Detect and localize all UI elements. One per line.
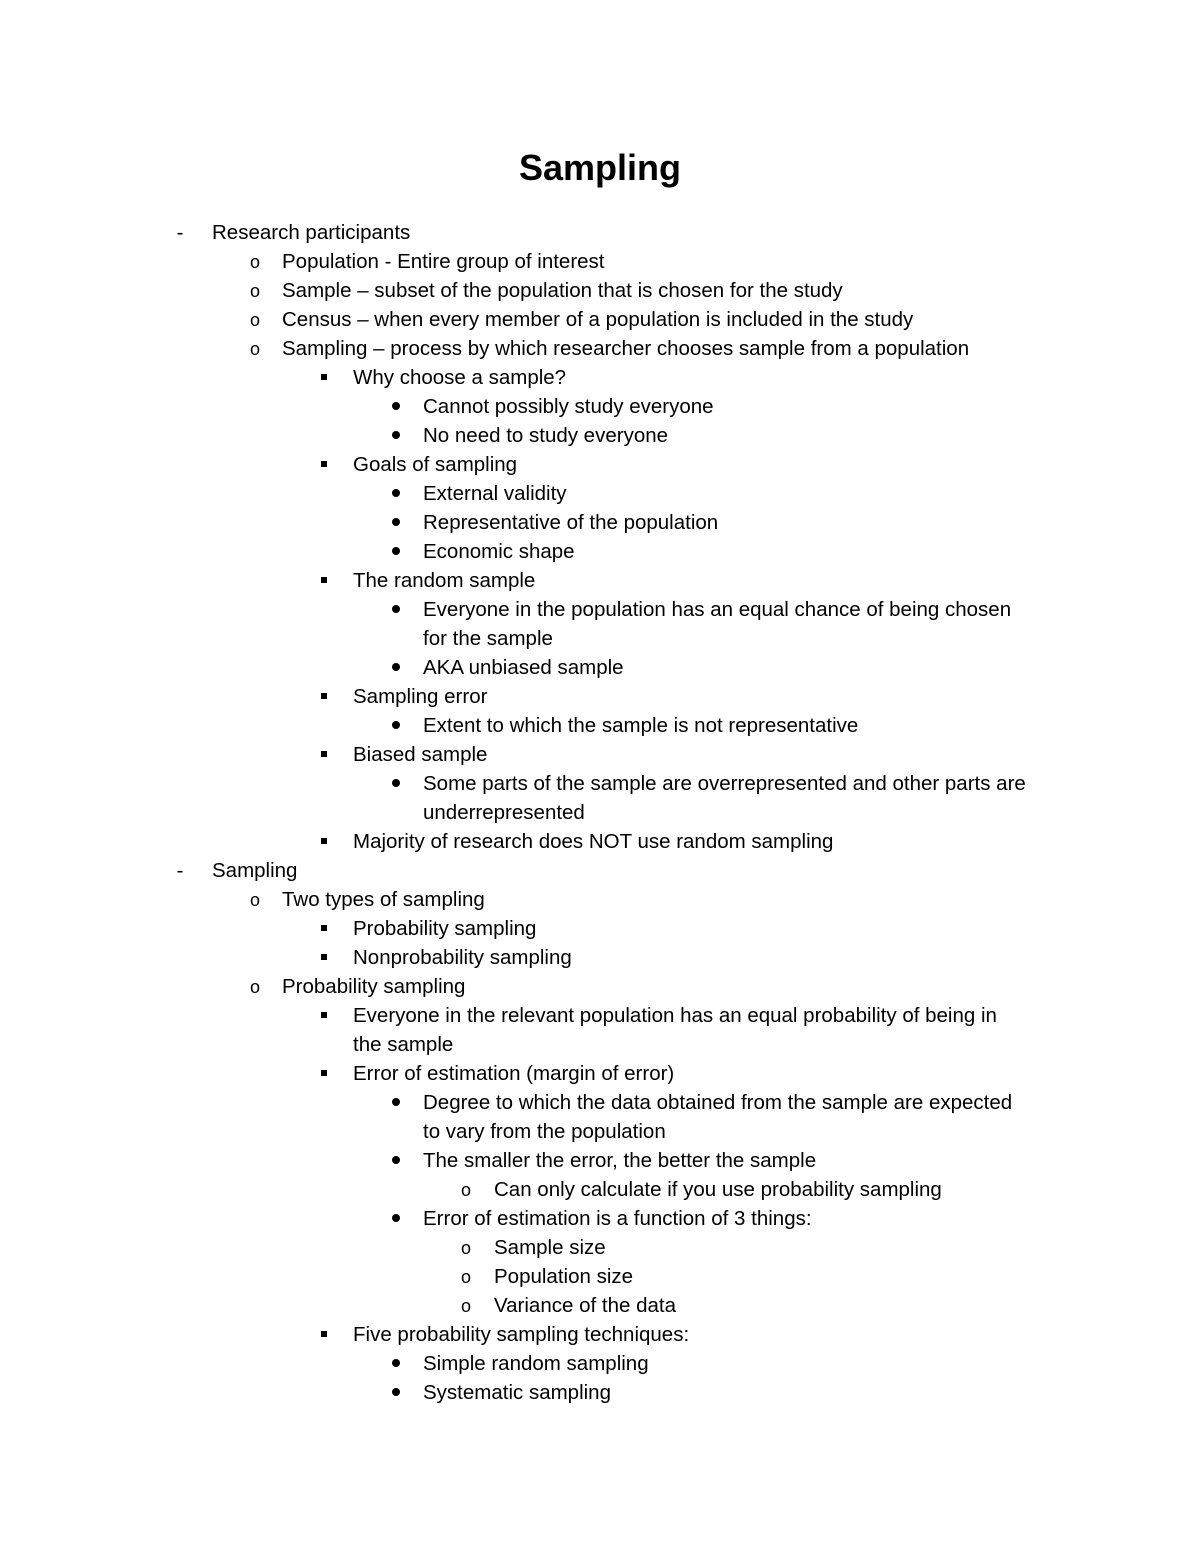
list-item: [0, 450, 1200, 479]
square-bullet: [310, 363, 338, 392]
list-item-text: Variance of the data: [494, 1294, 676, 1317]
list-item-text: Why choose a sample?: [353, 366, 567, 389]
list-item-text: Extent to which the sample is not representative: [423, 714, 859, 737]
circle-bullet: [452, 1262, 480, 1291]
list-item: [0, 972, 1200, 1001]
circle-bullet: [452, 1175, 480, 1204]
list-item: [0, 943, 1200, 972]
list-item-text: underrepresented: [423, 801, 585, 824]
list-item: [0, 305, 1200, 334]
list-item: [0, 1378, 1200, 1407]
square-bullet: [310, 450, 338, 479]
list-item-text: Five probability sampling techniques:: [353, 1323, 690, 1346]
list-item-text: AKA unbiased sample: [423, 656, 624, 679]
list-item-text: External validity: [423, 482, 567, 505]
list-item: [0, 421, 1200, 450]
list-item: [0, 479, 1200, 508]
list-item-text: Some parts of the sample are overrepresented and other parts are: [423, 772, 1026, 795]
list-item: [0, 1233, 1200, 1262]
list-item-text: Two types of sampling: [282, 888, 485, 911]
dot-bullet: [382, 537, 410, 566]
list-item: [0, 711, 1200, 740]
list-item-text: Error of estimation is a function of 3 things:: [423, 1207, 812, 1230]
list-item-text: Sampling error: [353, 685, 488, 708]
dot-bullet: [382, 392, 410, 421]
list-item: [0, 827, 1200, 856]
list-item-text: Majority of research does NOT use random sampling: [353, 830, 834, 853]
list-item-text: Sampling – process by which researcher chooses sample from a population: [282, 337, 970, 360]
list-item: [0, 1291, 1200, 1320]
list-item-text: Everyone in the population has an equal chance of being chosen: [423, 598, 1012, 621]
list-item-text: No need to study everyone: [423, 424, 669, 447]
list-item-text: Nonprobability sampling: [353, 946, 572, 969]
list-item: [0, 740, 1200, 769]
list-item-text: Cannot possibly study everyone: [423, 395, 714, 418]
list-item-text: Biased sample: [353, 743, 488, 766]
list-item-text: Everyone in the relevant population has an equal probability of being in: [353, 1004, 997, 1027]
list-item-text: Sample size: [494, 1236, 606, 1259]
list-item-text: Can only calculate if you use probability sampling: [494, 1178, 942, 1201]
list-item-text: Sample – subset of the population that is chosen for the study: [282, 279, 843, 302]
list-item: [0, 247, 1200, 276]
list-item: [0, 1146, 1200, 1175]
list-item: [0, 653, 1200, 682]
list-item-text: The random sample: [353, 569, 536, 592]
square-bullet: [310, 1001, 338, 1030]
list-item: [0, 1262, 1200, 1291]
dash-bullet: [166, 856, 194, 885]
circle-bullet: [241, 885, 269, 914]
square-bullet: [310, 566, 338, 595]
list-item-continuation: [0, 798, 1200, 827]
list-item-text: to vary from the population: [423, 1120, 666, 1143]
list-item: [0, 769, 1200, 798]
dot-bullet: [382, 769, 410, 798]
list-item: [0, 566, 1200, 595]
list-item-text: Population - Entire group of interest: [282, 250, 605, 273]
dot-bullet: [382, 421, 410, 450]
list-item: [0, 595, 1200, 624]
list-item: [0, 1001, 1200, 1030]
square-bullet: [310, 1320, 338, 1349]
notes-outline: [0, 218, 1200, 1407]
circle-bullet: [452, 1233, 480, 1262]
dot-bullet: [382, 1378, 410, 1407]
dot-bullet: [382, 508, 410, 537]
list-item-text: Representative of the population: [423, 511, 719, 534]
list-item-text: Census – when every member of a population is included in the study: [282, 308, 914, 331]
dash-bullet: [166, 218, 194, 247]
dot-bullet: [382, 653, 410, 682]
list-item-text: Systematic sampling: [423, 1381, 611, 1404]
dot-bullet: [382, 595, 410, 624]
list-item-text: for the sample: [423, 627, 553, 650]
list-item-text: Probability sampling: [282, 975, 466, 998]
dot-bullet: [382, 1349, 410, 1378]
dot-bullet: [382, 1146, 410, 1175]
list-item-text: Economic shape: [423, 540, 575, 563]
page-title: Sampling: [518, 147, 682, 188]
list-item-continuation: [0, 1117, 1200, 1146]
circle-bullet: [241, 276, 269, 305]
list-item: [0, 508, 1200, 537]
list-item-text: Population size: [494, 1265, 634, 1288]
list-item: [0, 1204, 1200, 1233]
list-item-continuation: [0, 624, 1200, 653]
list-item-text: Error of estimation (margin of error): [353, 1062, 675, 1085]
list-item-text: Simple random sampling: [423, 1352, 649, 1375]
list-item-text: Degree to which the data obtained from the sample are expected: [423, 1091, 1013, 1114]
dot-bullet: [382, 479, 410, 508]
list-item-text: Research participants: [212, 221, 411, 244]
list-item-text: the sample: [353, 1033, 454, 1056]
list-item: [0, 363, 1200, 392]
list-item-text: Probability sampling: [353, 917, 537, 940]
circle-bullet: [241, 247, 269, 276]
circle-bullet: [241, 305, 269, 334]
list-item: [0, 856, 1200, 885]
list-item: [0, 1059, 1200, 1088]
list-item: [0, 885, 1200, 914]
square-bullet: [310, 682, 338, 711]
list-item: [0, 1349, 1200, 1378]
list-item: [0, 218, 1200, 247]
square-bullet: [310, 740, 338, 769]
list-item: [0, 392, 1200, 421]
square-bullet: [310, 1059, 338, 1088]
list-item-text: Sampling: [212, 859, 298, 882]
list-item-continuation: [0, 1030, 1200, 1059]
dot-bullet: [382, 1088, 410, 1117]
circle-bullet: [241, 334, 269, 363]
list-item: [0, 1175, 1200, 1204]
list-item: [0, 682, 1200, 711]
square-bullet: [310, 943, 338, 972]
list-item: [0, 334, 1200, 363]
dot-bullet: [382, 1204, 410, 1233]
square-bullet: [310, 827, 338, 856]
list-item: [0, 276, 1200, 305]
circle-bullet: [452, 1291, 480, 1320]
list-item-text: The smaller the error, the better the sample: [423, 1149, 817, 1172]
square-bullet: [310, 914, 338, 943]
list-item: [0, 914, 1200, 943]
list-item: [0, 537, 1200, 566]
list-item-text: Goals of sampling: [353, 453, 518, 476]
dot-bullet: [382, 711, 410, 740]
list-item: [0, 1088, 1200, 1117]
list-item: [0, 1320, 1200, 1349]
circle-bullet: [241, 972, 269, 1001]
